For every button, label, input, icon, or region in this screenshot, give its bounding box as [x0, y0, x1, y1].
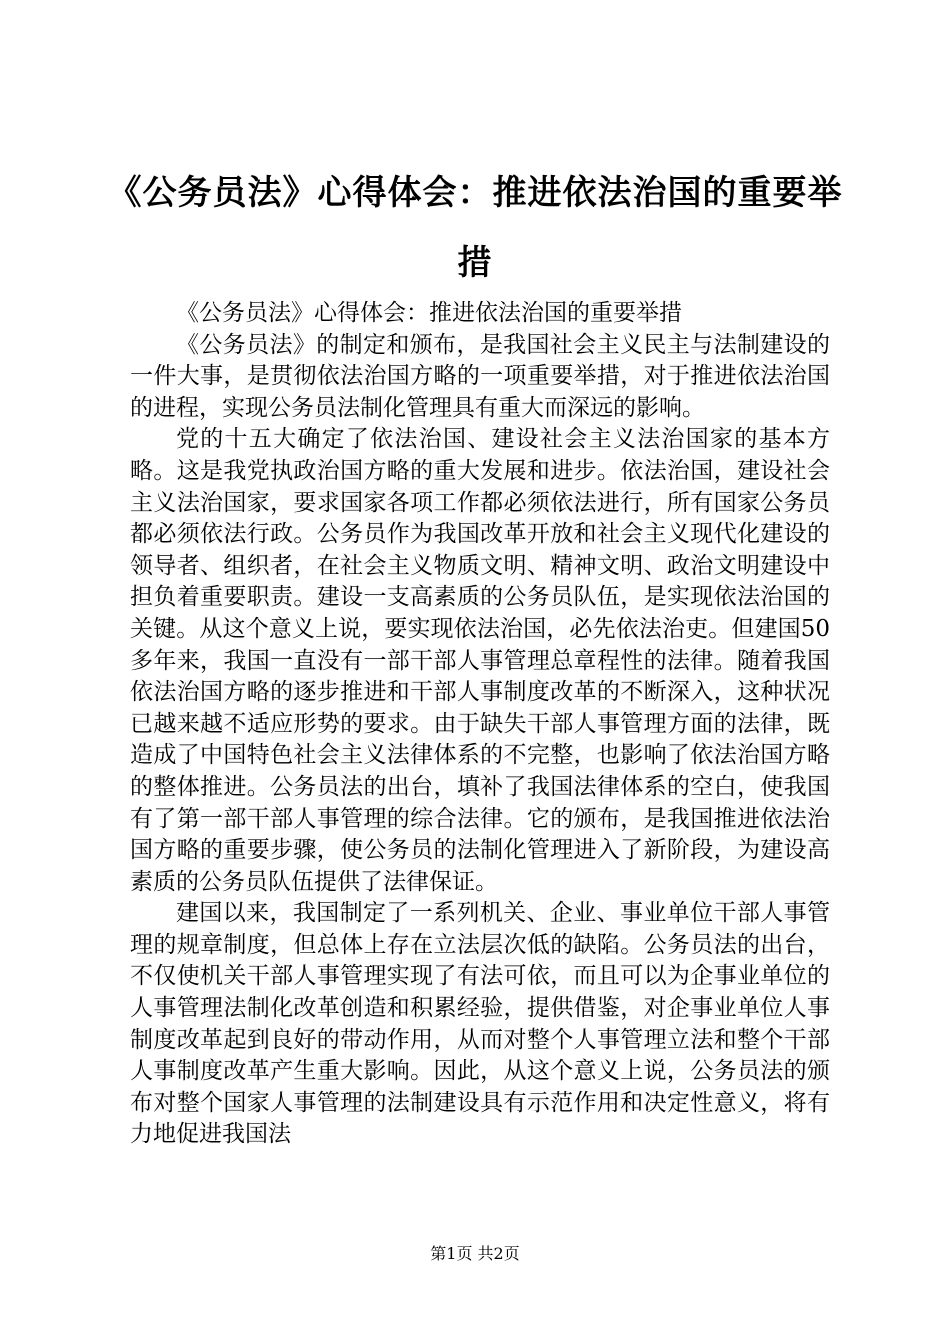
document-title: 《公务员法》心得体会：推进依法治国的重要举措 [107, 173, 843, 283]
document-body [130, 298, 830, 1151]
page-number-footer: 第1页 共2页 [430, 1244, 520, 1263]
body-paragraph: 党的十五大确定了依法治国、建设社会主义法治国家的基本方略。这是我党执政治国方略的重大发展和进步。依法治国，建设社会主义法治国家，要求国家各项工作都必须依法进行，所有国家公务员都必须依法行政。公务员作为我国改革开放和社会主义现代化建设的领导者、组织者，在社会主义物质文明、精神文明、政治文明建设中担负着重要职责。建设一支高素质的公务员队伍，是实现依法治国的关键。从这个意义上说，要实现依法治国，必先依法治吏。但建国50多年来，我国一直没有一部干部人事管理总章程性的法律。随着我国依法治国方略的逐步推进和干部人事制度改革的不断深入，这种状况已越来越不适应形势的要求。由于缺失干部人事管理方面的法律，既造成了中国特色社会主义法律体系的不完整，也影响了依法治国方略的整体推进。公务员法的出台，填补了我国法律体系的空白，使我国有了第一部干部人事管理的综合法律。它的颁布，是我国推进依法治国方略的重要步骤，使公务员的法制化管理进入了新阶段，为建设高素质的公务员队伍提供了法律保证。 [130, 426, 830, 895]
subtitle-paragraph: 《公务员法》心得体会：推进依法治国的重要举措 [176, 300, 682, 326]
body-paragraph: 《公务员法》的制定和颁布，是我国社会主义民主与法制建设的一件大事，是贯彻依法治国方略的一项重要举措，对于推进依法治国的进程，实现公务员法制化管理具有重大而深远的影响。 [130, 331, 830, 421]
body-paragraph: 建国以来，我国制定了一系列机关、企业、事业单位干部人事管理的规章制度，但总体上存在立法层次低的缺陷。公务员法的出台，不仅使机关干部人事管理实现了有法可依，而且可以为企事业单位的人事管理法制化改革创造和积累经验，提供借鉴，对企事业单位人事制度改革起到良好的带动作用，从而对整个人事管理立法和整个干部人事制度改革产生重大影响。因此，从这个意义上说，公务员法的颁布对整个国家人事管理的法制建设具有示范作用和决定性意义，将有力地促进我国法 [130, 900, 830, 1148]
